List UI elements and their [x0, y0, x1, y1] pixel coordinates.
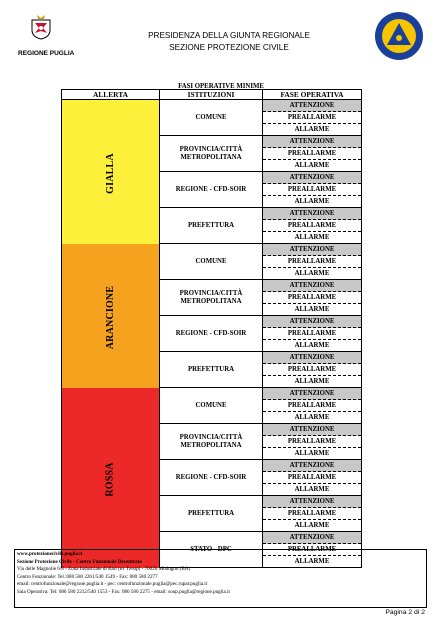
phase-allarme: ALLARME — [263, 124, 361, 135]
phase-attenzione: ATTENZIONE — [263, 136, 361, 148]
institution-cell: STATO - DPC — [160, 532, 263, 568]
institution-cell: PREFETTURA — [160, 496, 263, 532]
phase-attenzione: ATTENZIONE — [263, 100, 361, 112]
phase-allarme: ALLARME — [263, 232, 361, 243]
protezione-civile-seal-icon — [374, 11, 424, 61]
phase-preallarme: PREALLARME — [263, 292, 361, 304]
table-title: FASI OPERATIVE MINIME — [178, 83, 264, 90]
alert-level-label: GIALLA — [105, 152, 116, 194]
institution-cell: COMUNE — [160, 100, 263, 136]
phase-attenzione: ATTENZIONE — [263, 460, 361, 472]
phase-attenzione: ATTENZIONE — [263, 172, 361, 184]
institution-cell: COMUNE — [160, 388, 263, 424]
phase-preallarme: PREALLARME — [263, 184, 361, 196]
institution-cell: PREFETTURA — [160, 352, 263, 388]
phase-cell — [263, 496, 362, 532]
phase-cell — [263, 352, 362, 388]
phase-cell — [263, 100, 362, 136]
header-line-1: PRESIDENZA DELLA GIUNTA REGIONALE — [148, 31, 310, 40]
institution-cell: PROVINCIA/CITTÀ METROPOLITANA — [160, 136, 263, 172]
region-label: REGIONE PUGLIA — [18, 50, 75, 57]
phase-cell — [263, 316, 362, 352]
alert-level-label: ROSSA — [104, 461, 116, 497]
phase-allarme: ALLARME — [263, 520, 361, 531]
alert-level-rossa — [62, 388, 160, 568]
phase-attenzione: ATTENZIONE — [263, 496, 361, 508]
table-row — [62, 388, 362, 424]
phase-preallarme: PREALLARME — [263, 400, 361, 412]
institution-cell: REGIONE - CFD-SOIR — [160, 460, 263, 496]
phase-allarme: ALLARME — [263, 304, 361, 315]
phase-cell — [263, 460, 362, 496]
phase-preallarme: PREALLARME — [263, 472, 361, 484]
phase-preallarme: PREALLARME — [263, 508, 361, 520]
phase-preallarme: PREALLARME — [263, 544, 361, 556]
phase-cell — [263, 244, 362, 280]
footer-sala-operativa: Sala Operativa: Tel: 080 580 2212/540 1553 - Fax: 080 580 2275 - email: soup.puglia@regione.puglia.it — [17, 588, 230, 595]
phase-cell — [263, 172, 362, 208]
phase-preallarme: PREALLARME — [263, 112, 361, 124]
phase-preallarme: PREALLARME — [263, 328, 361, 340]
phase-allarme: ALLARME — [263, 412, 361, 423]
document-header — [120, 30, 338, 54]
table-header-row — [62, 90, 362, 100]
phase-allarme: ALLARME — [263, 340, 361, 351]
institution-cell: REGIONE - CFD-SOIR — [160, 316, 263, 352]
footer-address: Via delle Magnolie 6/8 - Zona Industriale di Bari (ex Tresip) - 70026 Modugno (BA) — [17, 566, 191, 573]
institution-cell: PROVINCIA/CITTÀ METROPOLITANA — [160, 424, 263, 460]
table-row — [62, 244, 362, 280]
phase-cell — [263, 208, 362, 244]
footer-website: www.protezionecivile.puglia.it — [17, 551, 83, 557]
phase-attenzione: ATTENZIONE — [263, 424, 361, 436]
phase-allarme: ALLARME — [263, 160, 361, 171]
regione-crest-icon — [30, 14, 52, 40]
phase-preallarme: PREALLARME — [263, 364, 361, 376]
phase-attenzione: ATTENZIONE — [263, 316, 361, 328]
footer-email: email: centrofunzionale@regione.puglia.it - pec: centrofunzionale.puglia@pec.rupar.puglia.it — [17, 581, 208, 588]
institution-cell: COMUNE — [160, 244, 263, 280]
phase-preallarme: PREALLARME — [263, 148, 361, 160]
fasi-operative-table — [61, 89, 362, 568]
alert-level-arancione — [62, 244, 160, 388]
institution-cell: REGIONE - CFD-SOIR — [160, 172, 263, 208]
phase-cell — [263, 280, 362, 316]
phase-cell — [263, 136, 362, 172]
footer-org: Sezione Protezione Civile - Centro Funzionale Decentrato — [17, 558, 142, 565]
phase-attenzione: ATTENZIONE — [263, 280, 361, 292]
phase-attenzione: ATTENZIONE — [263, 244, 361, 256]
phase-preallarme: PREALLARME — [263, 256, 361, 268]
regione-puglia-logo — [18, 14, 75, 57]
table-row — [62, 100, 362, 136]
phase-allarme: ALLARME — [263, 268, 361, 279]
header-allerta: ALLERTA — [62, 90, 160, 100]
institution-cell: PREFETTURA — [160, 208, 263, 244]
phase-preallarme: PREALLARME — [263, 220, 361, 232]
phase-attenzione: ATTENZIONE — [263, 352, 361, 364]
phase-preallarme: PREALLARME — [263, 436, 361, 448]
header-fase-operativa: FASE OPERATIVA — [263, 90, 362, 100]
alert-level-gialla — [62, 100, 160, 244]
footer-phone: Centro Funzionale: Tel.:080 580 2261/540 1549 - Fax: 080 580 2277 — [17, 573, 158, 580]
phase-allarme: ALLARME — [263, 196, 361, 207]
institution-cell: PROVINCIA/CITTÀ METROPOLITANA — [160, 280, 263, 316]
header-istituzioni: ISTITUZIONI — [160, 90, 263, 100]
phase-allarme: ALLARME — [263, 484, 361, 495]
header-line-2: SEZIONE PROTEZIONE CIVILE — [169, 43, 289, 52]
table-body — [62, 100, 362, 568]
footer-contacts — [14, 549, 427, 608]
phase-attenzione: ATTENZIONE — [263, 532, 361, 544]
phase-attenzione: ATTENZIONE — [263, 388, 361, 400]
phase-allarme: ALLARME — [263, 376, 361, 387]
alert-level-label: ARANCIONE — [104, 285, 116, 349]
page-number: Pagina 2 di 2 — [385, 609, 425, 616]
phase-attenzione: ATTENZIONE — [263, 208, 361, 220]
phase-cell — [263, 424, 362, 460]
phase-cell — [263, 388, 362, 424]
phase-allarme: ALLARME — [263, 448, 361, 459]
phase-allarme: ALLARME — [263, 556, 361, 567]
